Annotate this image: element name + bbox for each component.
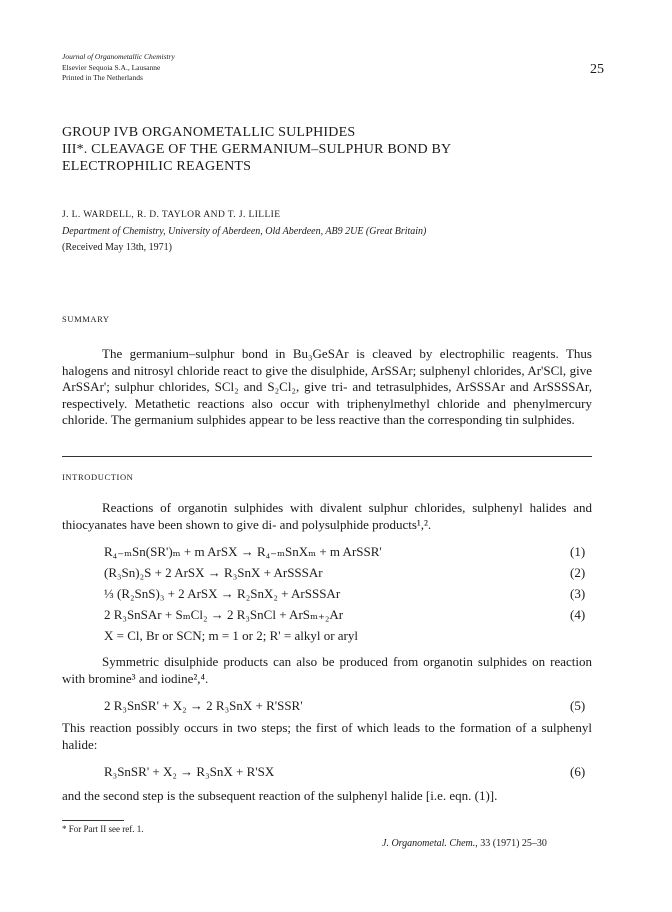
summary-heading: SUMMARY — [62, 314, 110, 324]
title-line-1: GROUP IVB ORGANOMETALLIC SULPHIDES — [62, 125, 356, 140]
publisher: Elsevier Sequoia S.A., Lausanne — [62, 62, 161, 72]
journal-citation-name: J. Organometal. Chem., — [382, 838, 478, 849]
summary-section — [62, 346, 592, 429]
affiliation: Department of Chemistry, University of Aberdeen, Old Aberdeen, AB9 2UE (Great Britain) — [62, 226, 427, 237]
footnote-rule — [62, 820, 124, 821]
authors: J. L. WARDELL, R. D. TAYLOR AND T. J. LILLIE — [62, 210, 281, 220]
equation-number-2: (2) — [570, 565, 586, 580]
equation-5: 2 R₃SnSR' + X₂ → 2 R₃SnX + R'SSR' — [104, 698, 303, 713]
title-line-2: III*. CLEAVAGE OF THE GERMANIUM–SULPHUR BOND BY — [62, 142, 452, 157]
journal-header — [62, 52, 175, 84]
journal-citation — [382, 838, 547, 849]
page-number: 25 — [590, 62, 604, 77]
equation-definitions: X = Cl, Br or SCN; m = 1 or 2; R' = alkyl or aryl — [104, 628, 358, 643]
equation-3: ⅓ (R₂SnS)₃ + 2 ArSX → R₂SnX₂ + ArSSSAr — [104, 586, 341, 601]
journal-citation-details: 33 (1971) 25–30 — [480, 838, 547, 849]
equation-number-3: (3) — [570, 586, 586, 601]
journal-name: Journal of Organometallic Chemistry — [62, 52, 175, 61]
equation-1: R₄₋ₘSn(SR')ₘ + m ArSX → R₄₋ₘSnXₘ + m ArSSR' — [104, 544, 382, 559]
equation-number-4: (4) — [570, 607, 586, 622]
title-line-3: ELECTROPHILIC REAGENTS — [62, 159, 252, 174]
equation-number-6: (6) — [570, 764, 586, 779]
section-divider — [62, 456, 592, 457]
intro-paragraph-2-wrap — [62, 654, 592, 687]
footnote: * For Part II see ref. 1. — [62, 824, 144, 834]
intro-paragraph-1: Reactions of organotin sulphides with divalent sulphur chlorides, sulphenyl halides and thiocyanates have been shown to give di- and polysulphide products¹,². — [62, 500, 592, 532]
intro-paragraph-4: and the second step is the subsequent reaction of the sulphenyl halide [i.e. eqn. (1)]. — [62, 788, 498, 803]
intro-paragraph-2: Symmetric disulphide products can also be produced from organotin sulphides on reaction with bromine³ and iodine²,⁴. — [62, 654, 592, 686]
printed-in: Printed in The Netherlands — [62, 73, 143, 82]
introduction-section — [62, 500, 592, 533]
equation-number-1: (1) — [570, 544, 586, 559]
introduction-heading: INTRODUCTION — [62, 472, 134, 482]
equation-6: R₃SnSR' + X₂ → R₃SnX + R'SX — [104, 764, 275, 779]
received-date: (Received May 13th, 1971) — [62, 242, 172, 253]
intro-paragraph-3: This reaction possibly occurs in two steps; the first of which leads to the formation of a sulphenyl halide: — [62, 720, 592, 752]
summary-text: The germanium–sulphur bond in Bu₃GeSAr is cleaved by electrophilic reagents. Thus halogens and nitrosyl chloride react to give the disulphide, ArSSAr; sulphenyl chlorides, Ar'SCl, give ArSSAr'; sulphur chlorides, SCl₂ and S₂Cl₂, give tri- and tetrasulphides, ArSSSAr and ArSSSSAr, respectively. Metathetic reactions also occur with triphenylmethyl chloride and phenylmercury chloride. The germanium sulphides appear to be less reactive than the corresponding tin sulphides. — [62, 346, 592, 427]
equation-4: 2 R₃SnSAr + SₘCl₂ → 2 R₃SnCl + ArSₘ₊₂Ar — [104, 607, 344, 622]
article-title — [62, 124, 451, 175]
equation-number-5: (5) — [570, 698, 586, 713]
equation-2: (R₃Sn)₂S + 2 ArSX → R₃SnX + ArSSSAr — [104, 565, 323, 580]
